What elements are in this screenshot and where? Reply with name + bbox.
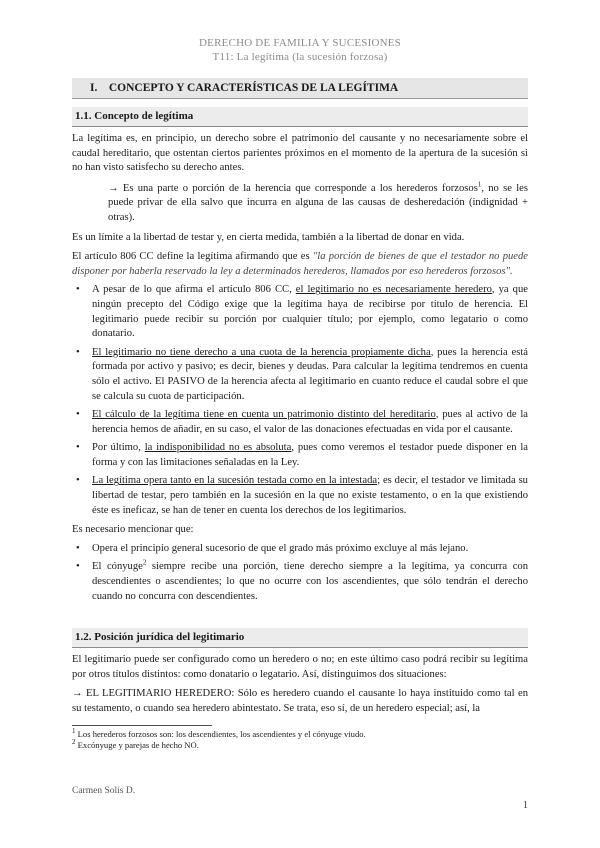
paragraph-text: El artículo 806 CC define la legítima afirmando que es bbox=[72, 251, 313, 263]
list-item bbox=[72, 283, 528, 341]
list-item bbox=[72, 441, 528, 470]
section-number: I. bbox=[90, 82, 98, 94]
paragraph: El legitimario puede ser configurado como un heredero o no; en este último caso podrá recibir su legítima por otros títulos distintos: como donatario o legatario. Así, distinguimos dos situaciones: bbox=[72, 654, 528, 680]
arrow-paragraph-text: → Es una parte o porción de la herencia que corresponde a los herederos forzosos bbox=[108, 182, 478, 194]
paragraph: Es un límite a la libertad de testar y, en cierta medida, también a la libertad de donar en vida. bbox=[72, 231, 465, 243]
header-subject: DERECHO DE FAMILIA Y SUCESIONES bbox=[199, 37, 401, 49]
footnote bbox=[72, 726, 528, 740]
footnotes bbox=[72, 726, 528, 751]
arrow-paragraph bbox=[72, 182, 528, 226]
page-number: 1 bbox=[523, 800, 528, 811]
list-item-text: , pues la herencia está formada por activo y pasivo; es decir, bienes y deudas. Para calcular la legítima tendremos en cuenta sólo el activo. El PASIVO de la herencia afecta al legitimario en cuanto reduce el caudal sobre el que se calcula su cuota de participación. bbox=[92, 346, 528, 402]
paragraph: → EL LEGITIMARIO HEREDERO: Sólo es heredero cuando el causante lo haya instituido como tal en su testamento, o cuando sea heredero abintestato. Se trata, eso sí, de un heredero especial; así, la bbox=[72, 688, 528, 714]
list-item-text: , pues como veremos el testador puede disponer en la forma y con las limitaciones señaladas en la Ley. bbox=[92, 442, 529, 468]
page-header bbox=[72, 0, 528, 64]
paragraph: La legítima es, en principio, un derecho sobre el patrimonio del causante y no necesariamente sobre el caudal hereditario, que ostentan ciertos parientes próximos en el momento de la apertura de la sucesión si no han visto satisfecho su derecho antes. bbox=[72, 133, 528, 174]
list-item-text: ; es decir, el testador ve limitada su libertad de testar, pero también en la sucesión en la que no existe testamento, o en la que existiendo éste es ineficaz, se han de tener en cuenta los derechos de los legitimarios. bbox=[92, 475, 528, 516]
list-item-text: A pesar de lo que afirma el artículo 806 CC, bbox=[92, 284, 296, 296]
underlined-text: La legítima opera tanto en la sucesión testada como en la intestada bbox=[92, 475, 378, 487]
subsection-title-posicion: 1.2. Posición jurídica del legitimario bbox=[72, 628, 528, 648]
subsection-title-concepto: 1.1. Concepto de legítima bbox=[72, 107, 528, 127]
list-item-text: El cónyuge bbox=[92, 561, 143, 573]
footnote-ref[interactable]: 2 bbox=[142, 558, 147, 567]
paragraph: Es necesario mencionar que: bbox=[72, 524, 194, 536]
footnote-ref[interactable]: 1 bbox=[477, 180, 482, 189]
underlined-text: El legitimario no tiene derecho a una cuota de la herencia propiamente dicha bbox=[92, 346, 431, 358]
footnote-divider bbox=[72, 725, 212, 726]
footer-author: Carmen Solís D. bbox=[72, 786, 136, 796]
list-item-text: Opera el principio general sucesorio de que el grado más próximo excluye al más lejano. bbox=[92, 542, 469, 554]
underlined-text: El cálculo de la legítima tiene en cuenta un patrimonio distinto del hereditario bbox=[92, 409, 436, 421]
section-title bbox=[72, 78, 528, 99]
arrow-paragraph-text-end: , no se les puede privar de ella salvo que incurra en alguna de las causas de desheredación (indignidad + otras). bbox=[108, 182, 528, 223]
list-item-text: siempre recibe una porción, tiene derecho siempre a la legítima, ya concurra con descendientes o ascendientes; lo que no ocurre con los ascendientes, que sólo tendrán el derecho cuando no concurra con descendientes. bbox=[92, 561, 528, 602]
paragraph-article bbox=[72, 250, 528, 279]
characteristics-list bbox=[72, 283, 528, 518]
list-item bbox=[72, 346, 528, 404]
footnote-text: Excónyuge y parejas de hecho NO. bbox=[75, 739, 199, 750]
legal-quote: "la porción de bienes de que el testador no puede disponer por haberla reservado la ley a determinados herederos, llamados por eso herederos forzosos". bbox=[72, 251, 529, 277]
footnote bbox=[72, 737, 528, 751]
footnote-number: 2 bbox=[72, 737, 76, 746]
spacer bbox=[72, 604, 528, 620]
list-item bbox=[72, 560, 528, 604]
list-item bbox=[72, 474, 528, 518]
header-topic: T11: La legítima (la sucesión forzosa) bbox=[212, 51, 388, 63]
underlined-text: la indisponibilidad no es absoluta bbox=[144, 442, 292, 454]
list-item bbox=[72, 542, 528, 557]
section-title-text: CONCEPTO Y CARACTERÍSTICAS DE LA LEGÍTIMA bbox=[108, 82, 399, 94]
footnote-number: 1 bbox=[72, 726, 76, 735]
list-item bbox=[72, 408, 528, 437]
underlined-text: el legitimario no es necesariamente heredero bbox=[295, 284, 492, 296]
list-item-text: , pues al activo de la herencia hemos de añadir, en su caso, el valor de las donaciones efectuadas en vida por el causante. bbox=[92, 409, 529, 435]
list-item-text: , ya que ningún precepto del Código exige que la legítima haya de recibirse por título de herencia. El legitimario puede recibir su porción por cualquier título; por ejemplo, como legatario o como donatario. bbox=[92, 284, 528, 340]
list-item-text: Por último, bbox=[92, 442, 145, 454]
footnote-text: Los herederos forzosos son: los descendientes, los ascendientes y el cónyuge viudo. bbox=[75, 728, 366, 739]
notes-list bbox=[72, 542, 528, 604]
